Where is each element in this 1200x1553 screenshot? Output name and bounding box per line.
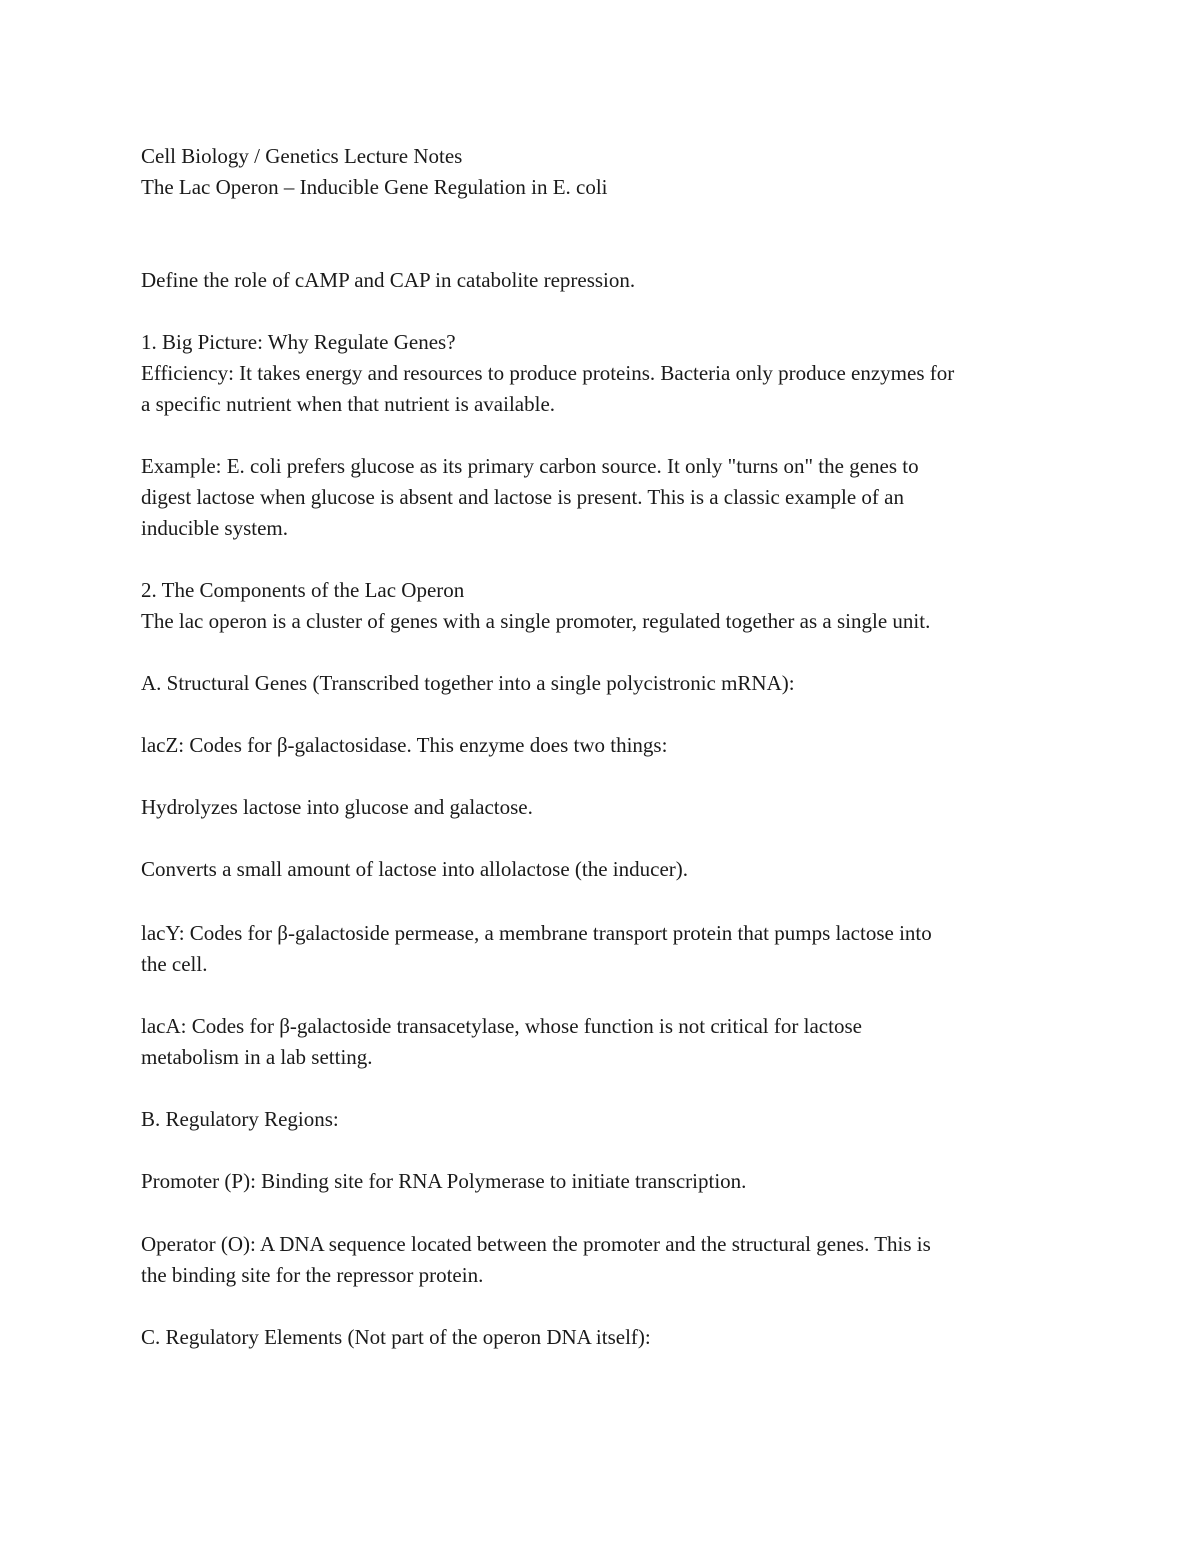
section-2-intro: The lac operon is a cluster of genes with a single promoter, regulated together as a single unit. <box>141 609 931 633</box>
example-line-1: Example: E. coli prefers glucose as its primary carbon source. It only "turns on" the genes to <box>141 454 919 478</box>
efficiency-line-1: Efficiency: It takes energy and resources to produce proteins. Bacteria only produce enzymes for <box>141 361 955 385</box>
lacy-line-1: lacY: Codes for β-galactoside permease, a membrane transport protein that pumps lactose into <box>141 921 932 945</box>
example-line-2: digest lactose when glucose is absent and lactose is present. This is a classic example of an <box>141 485 904 509</box>
course-title: Cell Biology / Genetics Lecture Notes <box>141 144 463 168</box>
operator-line-1: Operator (O): A DNA sequence located between the promoter and the structural genes. This is <box>141 1232 931 1256</box>
lacz-function-2: Converts a small amount of lactose into allolactose (the inducer). <box>141 857 689 881</box>
promoter-line: Promoter (P): Binding site for RNA Polymerase to initiate transcription. <box>141 1169 747 1193</box>
efficiency-line-2: a specific nutrient when that nutrient is available. <box>141 392 556 416</box>
laca-line-2: metabolism in a lab setting. <box>141 1045 373 1069</box>
lacz-function-1: Hydrolyzes lactose into glucose and galactose. <box>141 795 533 819</box>
section-2-heading: 2. The Components of the Lac Operon <box>141 578 465 602</box>
structural-genes-heading: A. Structural Genes (Transcribed together into a single polycistronic mRNA): <box>141 671 795 695</box>
operator-line-2: the binding site for the repressor protein. <box>141 1263 484 1287</box>
example-line-3: inducible system. <box>141 516 288 540</box>
lecture-title: The Lac Operon – Inducible Gene Regulation in E. coli <box>141 175 608 199</box>
laca-line-1: lacA: Codes for β-galactoside transacetylase, whose function is not critical for lactose <box>141 1014 862 1038</box>
section-1-heading: 1. Big Picture: Why Regulate Genes? <box>141 330 456 354</box>
regulatory-regions-heading: B. Regulatory Regions: <box>141 1107 339 1131</box>
lacy-line-2: the cell. <box>141 952 208 976</box>
regulatory-elements-heading: C. Regulatory Elements (Not part of the operon DNA itself): <box>141 1325 651 1349</box>
lacz-line: lacZ: Codes for β-galactosidase. This enzyme does two things: <box>141 733 668 757</box>
objective-line: Define the role of cAMP and CAP in catabolite repression. <box>141 268 636 292</box>
